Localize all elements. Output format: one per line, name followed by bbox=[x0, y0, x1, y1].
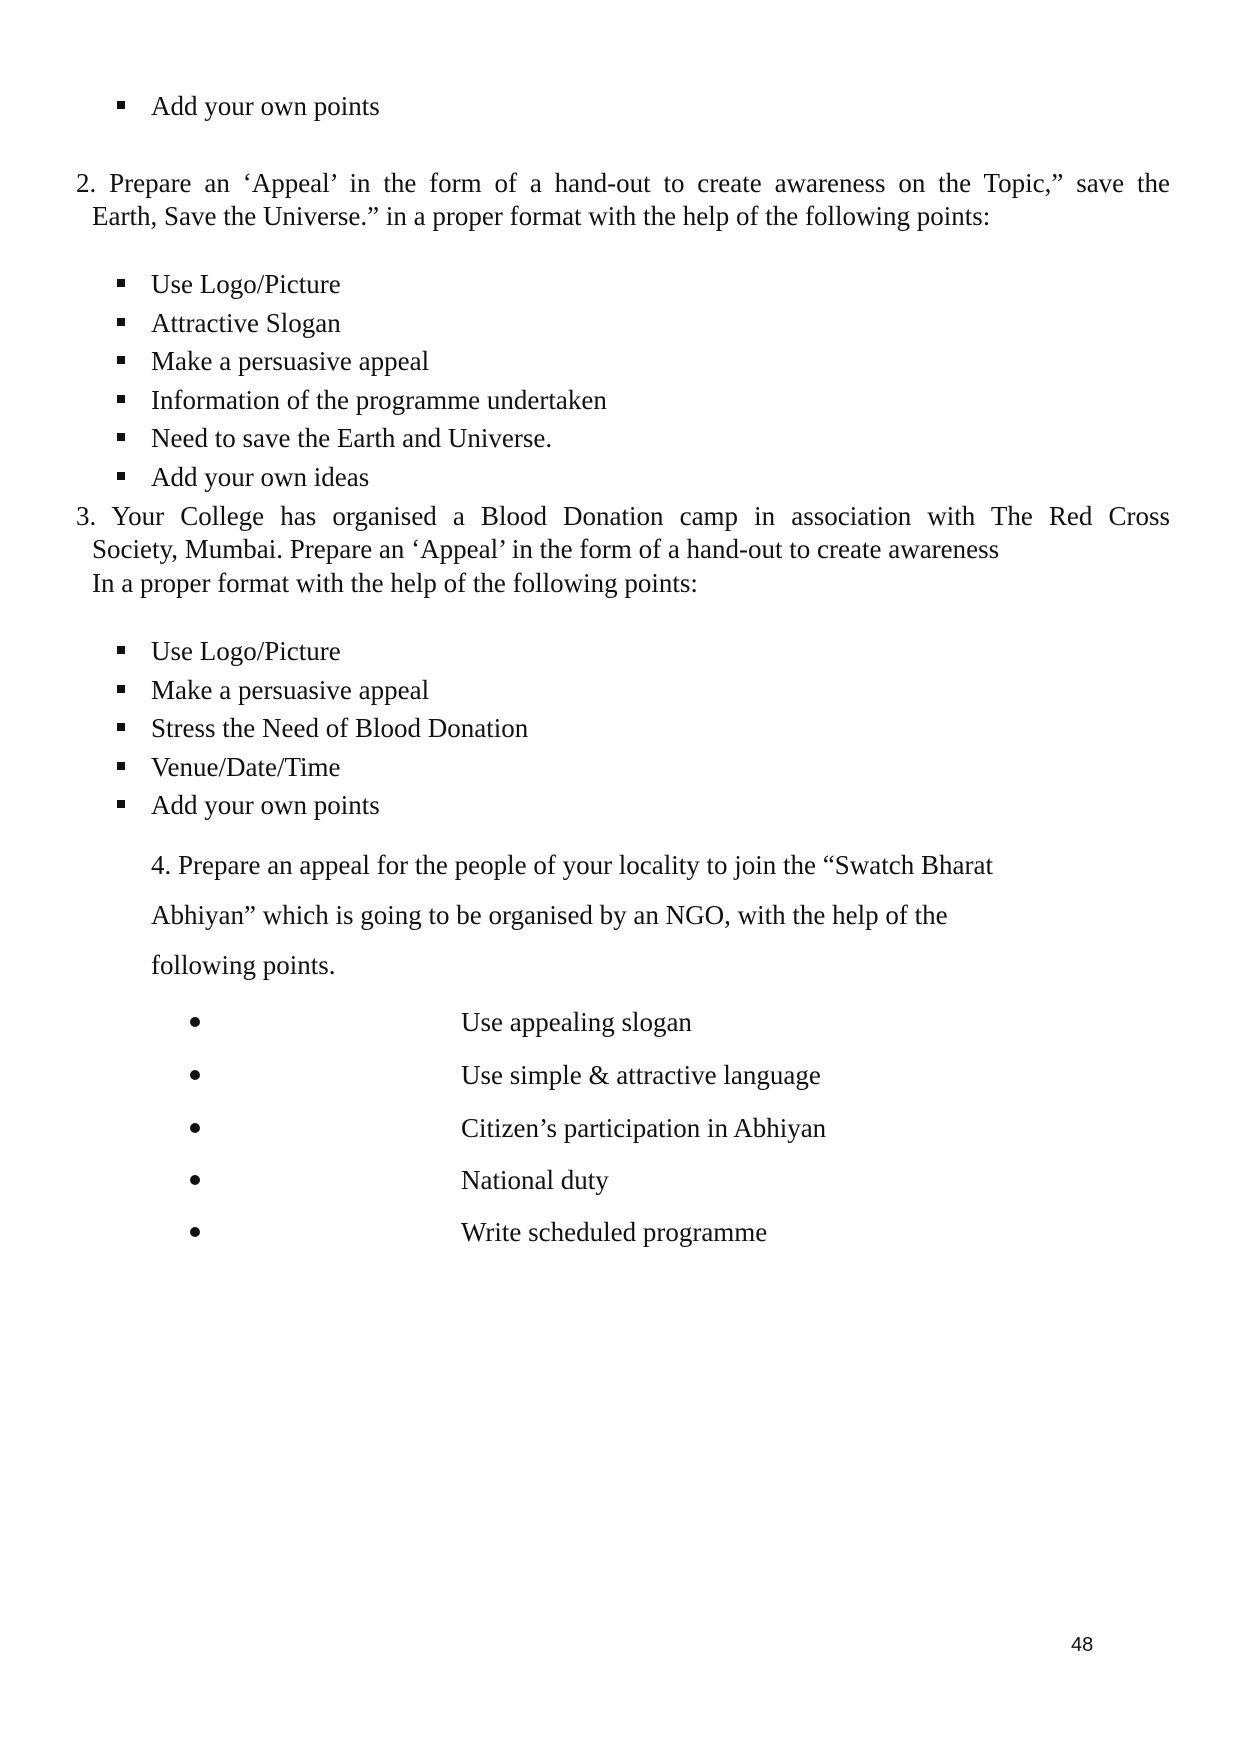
square-bullet-icon bbox=[117, 685, 125, 693]
question-3-line-2: Society, Mumbai. Prepare an ‘Appeal’ in the form of a hand-out to create awareness bbox=[92, 534, 1000, 564]
question-4-line-2: Abhiyan” which is going to be organised by an NGO, with the help of the bbox=[151, 900, 948, 930]
list-item: Use appealing slogan bbox=[461, 1007, 692, 1037]
list-item: Use simple & attractive language bbox=[461, 1060, 821, 1090]
square-bullet-icon bbox=[117, 646, 125, 654]
square-bullet-icon bbox=[117, 800, 125, 808]
question-2-line-1: 2. Prepare an ‘Appeal’ in the form of a hand-out to create awareness on the Topic,” save the bbox=[76, 168, 1170, 198]
list-item: Attractive Slogan bbox=[151, 308, 341, 338]
list-item: Make a persuasive appeal bbox=[151, 346, 430, 376]
square-bullet-icon bbox=[117, 279, 125, 287]
square-bullet-icon bbox=[117, 433, 125, 441]
square-bullet-icon bbox=[117, 723, 125, 731]
question-3-line-1: 3. Your College has organised a Blood Donation camp in association with The Red Cross bbox=[76, 501, 1170, 531]
square-bullet-icon bbox=[117, 395, 125, 403]
round-bullet-icon bbox=[190, 1227, 200, 1237]
square-bullet-icon bbox=[117, 472, 125, 480]
list-item: Add your own points bbox=[151, 91, 380, 121]
question-2-line-2: Earth, Save the Universe.” in a proper format with the help of the following points: bbox=[92, 201, 991, 231]
square-bullet-icon bbox=[117, 762, 125, 770]
question-4-line-3: following points. bbox=[151, 950, 336, 980]
list-item: Stress the Need of Blood Donation bbox=[151, 713, 529, 743]
list-item: Make a persuasive appeal bbox=[151, 675, 430, 705]
list-item: Write scheduled programme bbox=[461, 1217, 768, 1247]
round-bullet-icon bbox=[190, 1123, 200, 1133]
list-item: Need to save the Earth and Universe. bbox=[151, 423, 553, 453]
list-item: Information of the programme undertaken bbox=[151, 385, 607, 415]
list-item: Use Logo/Picture bbox=[151, 636, 341, 666]
square-bullet-icon bbox=[117, 101, 125, 109]
list-item: Add your own points bbox=[151, 790, 380, 820]
round-bullet-icon bbox=[190, 1175, 200, 1185]
square-bullet-icon bbox=[117, 318, 125, 326]
round-bullet-icon bbox=[190, 1070, 200, 1080]
list-item: Venue/Date/Time bbox=[151, 752, 341, 782]
list-item: Use Logo/Picture bbox=[151, 269, 341, 299]
square-bullet-icon bbox=[117, 356, 125, 364]
list-item: Add your own ideas bbox=[151, 462, 370, 492]
question-4-line-1: 4. Prepare an appeal for the people of your locality to join the “Swatch Bharat bbox=[151, 850, 993, 880]
round-bullet-icon bbox=[190, 1017, 200, 1027]
list-item: National duty bbox=[461, 1165, 609, 1195]
list-item: Citizen’s participation in Abhiyan bbox=[461, 1113, 827, 1143]
page-number: 48 bbox=[1071, 1634, 1094, 1656]
question-3-line-3: In a proper format with the help of the following points: bbox=[92, 568, 698, 598]
